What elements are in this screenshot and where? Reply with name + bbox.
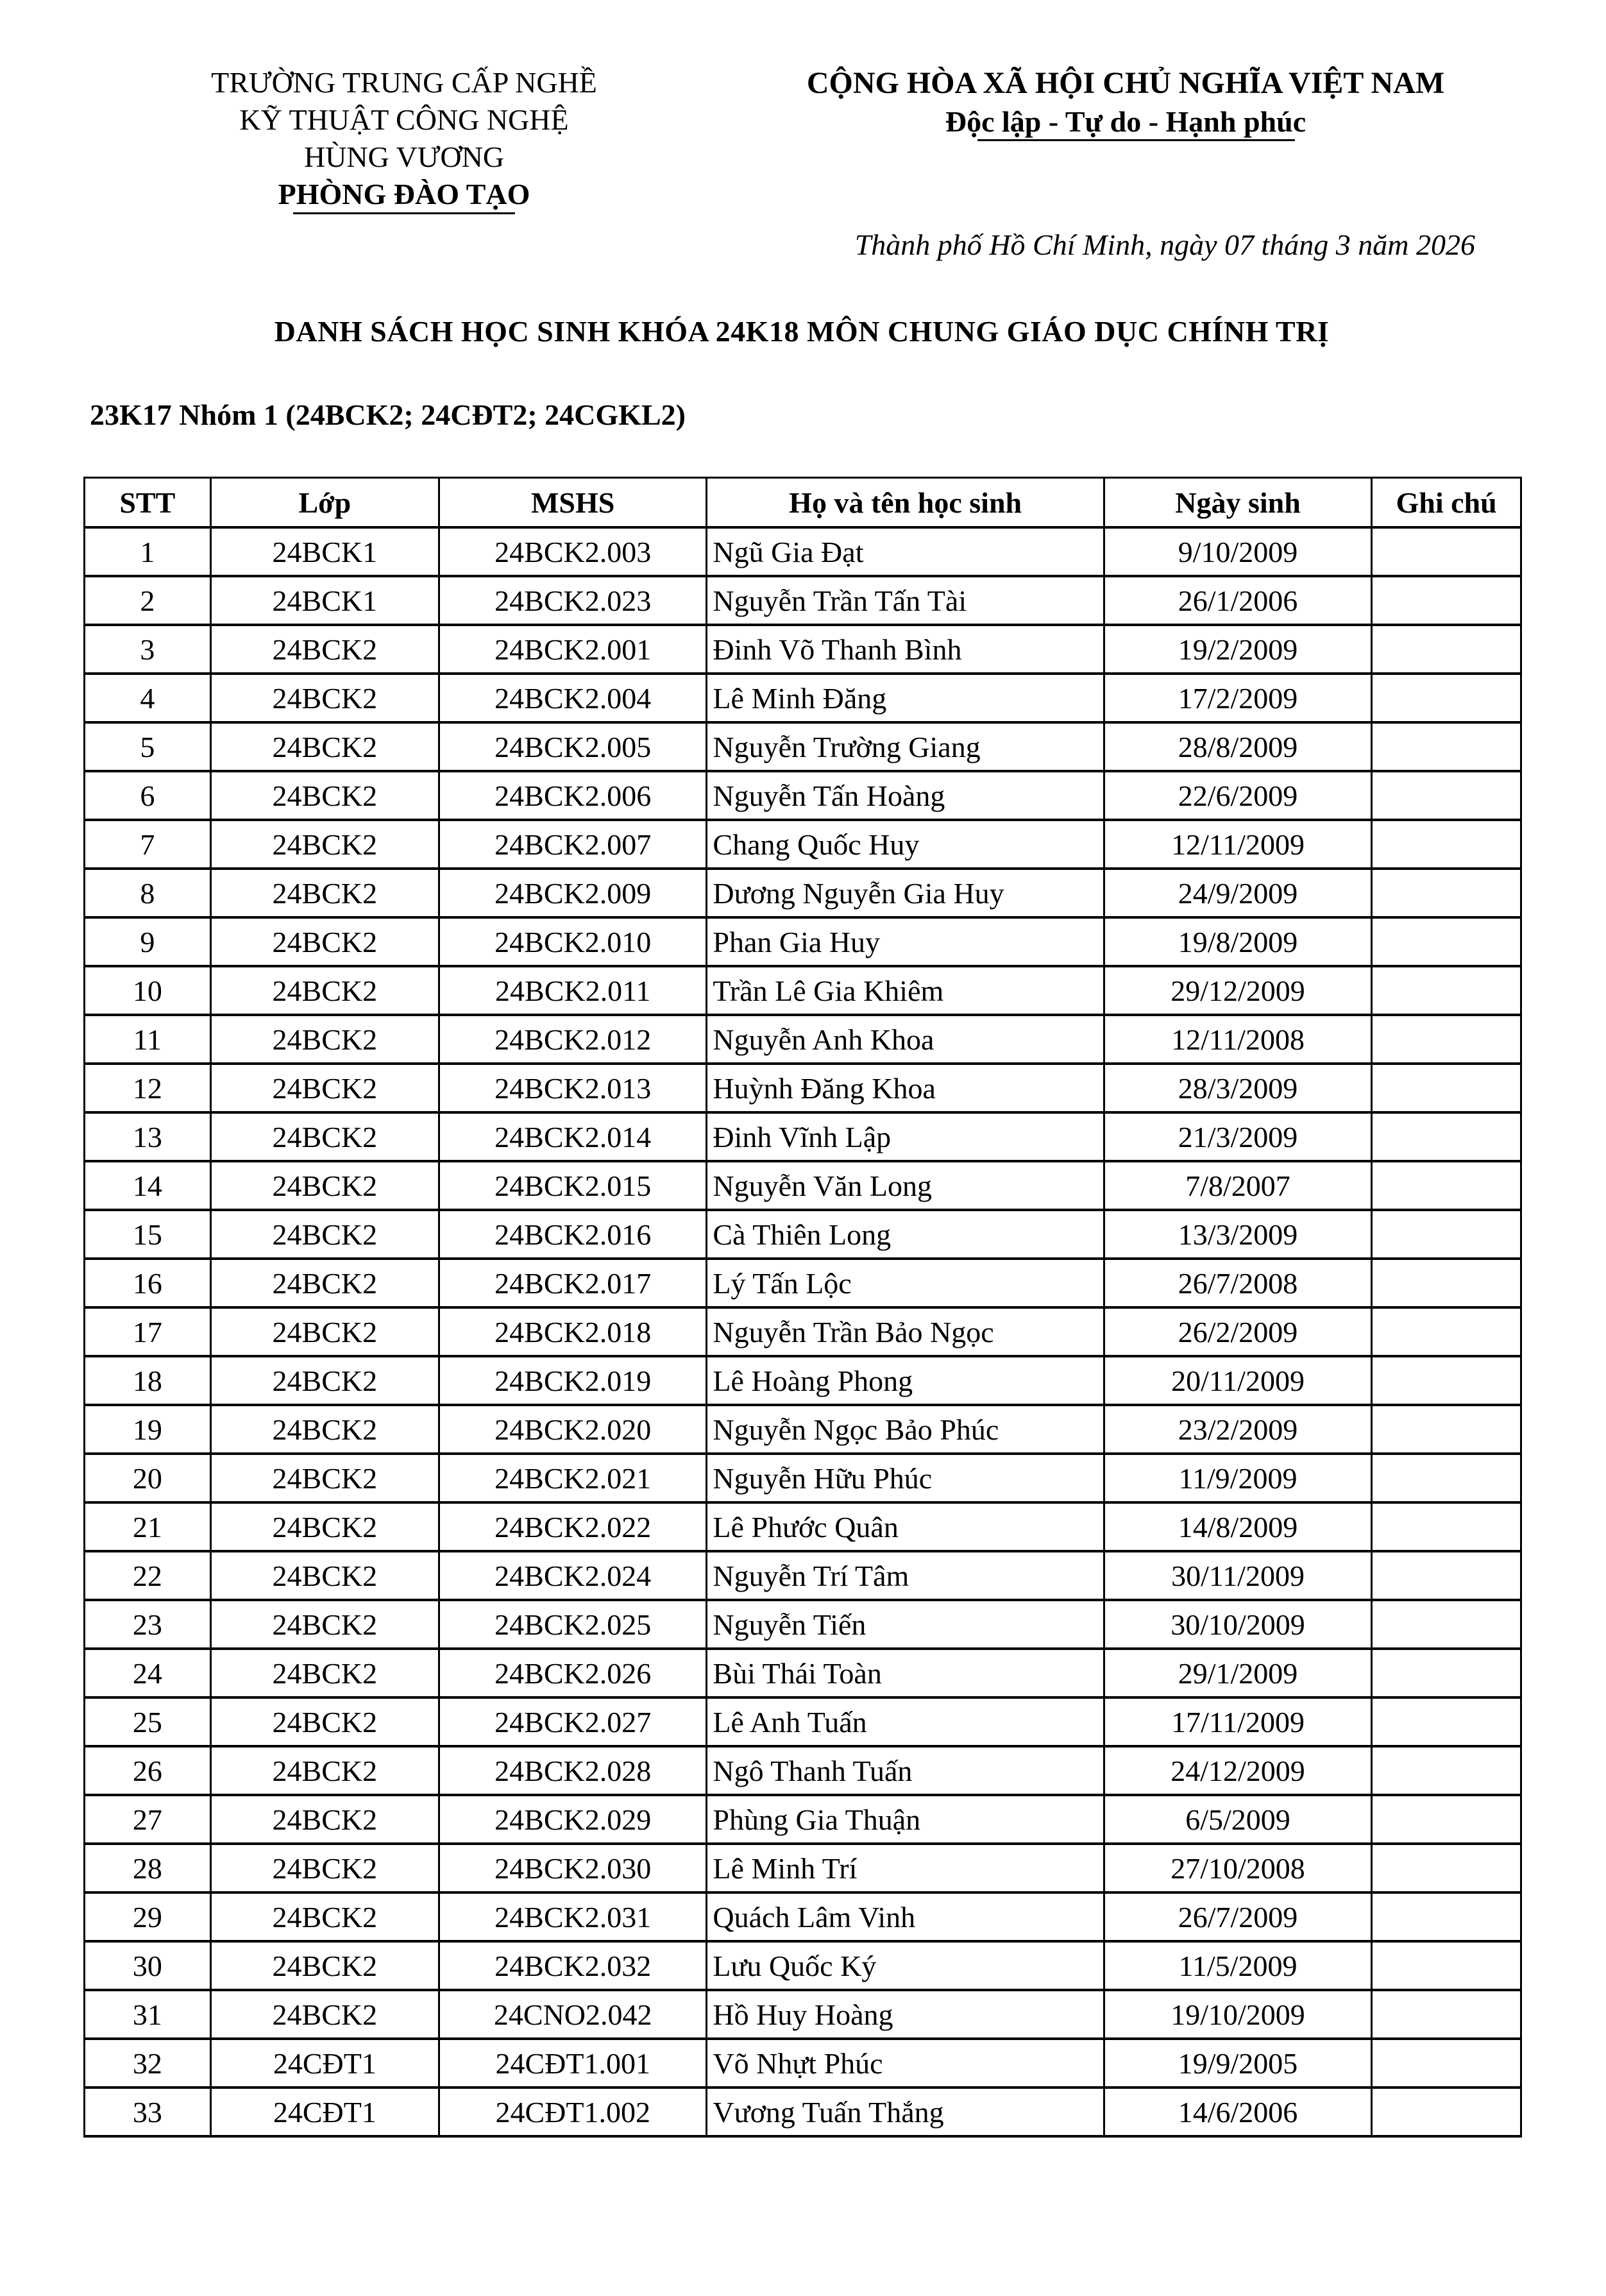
cell-full-name: Nguyễn Anh Khoa bbox=[707, 1015, 1104, 1064]
table-row bbox=[85, 1795, 1521, 1844]
cell-student-id: 24BCK2.011 bbox=[439, 966, 707, 1015]
cell-class: 24BCK2 bbox=[210, 1307, 439, 1356]
cell-full-name: Lê Hoàng Phong bbox=[707, 1356, 1104, 1405]
cell-full-name: Cà Thiên Long bbox=[707, 1210, 1104, 1259]
cell-class: 24BCK2 bbox=[210, 1600, 439, 1649]
cell-birthdate: 29/12/2009 bbox=[1104, 966, 1371, 1015]
cell-class: 24BCK2 bbox=[210, 1649, 439, 1697]
cell-full-name: Chang Quốc Huy bbox=[707, 820, 1104, 869]
cell-full-name: Lê Phước Quân bbox=[707, 1502, 1104, 1551]
cell-stt: 23 bbox=[85, 1600, 211, 1649]
table-header-row bbox=[85, 478, 1521, 528]
table-row bbox=[85, 1161, 1521, 1210]
cell-note bbox=[1372, 1892, 1521, 1941]
cell-student-id: 24BCK2.031 bbox=[439, 1892, 707, 1941]
cell-full-name: Đinh Võ Thanh Bình bbox=[707, 625, 1104, 674]
cell-birthdate: 30/11/2009 bbox=[1104, 1551, 1371, 1600]
cell-note bbox=[1372, 1697, 1521, 1746]
cell-stt: 4 bbox=[85, 674, 211, 722]
cell-stt: 22 bbox=[85, 1551, 211, 1600]
cell-class: 24BCK2 bbox=[210, 771, 439, 820]
cell-student-id: 24BCK2.007 bbox=[439, 820, 707, 869]
cell-note bbox=[1372, 1649, 1521, 1697]
column-header-birthdate: Ngày sinh bbox=[1104, 478, 1371, 528]
cell-birthdate: 20/11/2009 bbox=[1104, 1356, 1371, 1405]
cell-student-id: 24BCK2.015 bbox=[439, 1161, 707, 1210]
motto-underline bbox=[977, 139, 1295, 141]
cell-full-name: Ngũ Gia Đạt bbox=[707, 527, 1104, 576]
cell-full-name: Nguyễn Trần Bảo Ngọc bbox=[707, 1307, 1104, 1356]
cell-stt: 19 bbox=[85, 1405, 211, 1454]
cell-full-name: Nguyễn Văn Long bbox=[707, 1161, 1104, 1210]
table-row bbox=[85, 1502, 1521, 1551]
cell-full-name: Lê Minh Đăng bbox=[707, 674, 1104, 722]
cell-birthdate: 11/5/2009 bbox=[1104, 1941, 1371, 1990]
table-row bbox=[85, 1649, 1521, 1697]
cell-birthdate: 13/3/2009 bbox=[1104, 1210, 1371, 1259]
cell-birthdate: 14/6/2006 bbox=[1104, 2088, 1371, 2136]
cell-birthdate: 28/8/2009 bbox=[1104, 722, 1371, 771]
cell-stt: 12 bbox=[85, 1064, 211, 1112]
cell-stt: 17 bbox=[85, 1307, 211, 1356]
cell-student-id: 24CNO2.042 bbox=[439, 1990, 707, 2039]
cell-class: 24BCK2 bbox=[210, 625, 439, 674]
cell-note bbox=[1372, 820, 1521, 869]
table-row bbox=[85, 917, 1521, 966]
department-underline bbox=[293, 212, 515, 214]
cell-student-id: 24BCK2.005 bbox=[439, 722, 707, 771]
cell-student-id: 24BCK2.012 bbox=[439, 1015, 707, 1064]
cell-note bbox=[1372, 1795, 1521, 1844]
table-row bbox=[85, 966, 1521, 1015]
cell-birthdate: 26/1/2006 bbox=[1104, 576, 1371, 625]
table-row bbox=[85, 1990, 1521, 2039]
cell-note bbox=[1372, 527, 1521, 576]
column-header-student-id: MSHS bbox=[439, 478, 707, 528]
cell-student-id: 24BCK2.030 bbox=[439, 1844, 707, 1892]
column-header-class: Lớp bbox=[210, 478, 439, 528]
table-row bbox=[85, 1551, 1521, 1600]
cell-stt: 33 bbox=[85, 2088, 211, 2136]
table-row bbox=[85, 625, 1521, 674]
table-row bbox=[85, 527, 1521, 576]
cell-stt: 7 bbox=[85, 820, 211, 869]
cell-stt: 6 bbox=[85, 771, 211, 820]
cell-student-id: 24BCK2.025 bbox=[439, 1600, 707, 1649]
cell-student-id: 24BCK2.020 bbox=[439, 1405, 707, 1454]
cell-full-name: Ngô Thanh Tuấn bbox=[707, 1746, 1104, 1795]
cell-note bbox=[1372, 1746, 1521, 1795]
cell-class: 24BCK2 bbox=[210, 869, 439, 917]
cell-note bbox=[1372, 576, 1521, 625]
cell-stt: 29 bbox=[85, 1892, 211, 1941]
national-header bbox=[731, 64, 1520, 141]
cell-stt: 8 bbox=[85, 869, 211, 917]
table-row bbox=[85, 722, 1521, 771]
date-line: Thành phố Hồ Chí Minh, ngày 07 tháng 3 năm 2026 bbox=[854, 228, 1475, 261]
cell-note bbox=[1372, 1356, 1521, 1405]
table-row bbox=[85, 2039, 1521, 2088]
school-name-line-2: KỸ THUẬT CÔNG NGHỆ bbox=[239, 103, 569, 136]
cell-stt: 30 bbox=[85, 1941, 211, 1990]
cell-class: 24BCK2 bbox=[210, 1161, 439, 1210]
cell-full-name: Dương Nguyễn Gia Huy bbox=[707, 869, 1104, 917]
cell-stt: 1 bbox=[85, 527, 211, 576]
table-row bbox=[85, 771, 1521, 820]
cell-class: 24BCK2 bbox=[210, 1356, 439, 1405]
cell-note bbox=[1372, 1259, 1521, 1307]
cell-student-id: 24BCK2.032 bbox=[439, 1941, 707, 1990]
cell-full-name: Nguyễn Trí Tâm bbox=[707, 1551, 1104, 1600]
table-body bbox=[85, 527, 1521, 2136]
cell-stt: 32 bbox=[85, 2039, 211, 2088]
cell-student-id: 24BCK2.001 bbox=[439, 625, 707, 674]
cell-student-id: 24BCK2.014 bbox=[439, 1112, 707, 1161]
cell-note bbox=[1372, 1600, 1521, 1649]
cell-stt: 27 bbox=[85, 1795, 211, 1844]
cell-full-name: Lê Minh Trí bbox=[707, 1844, 1104, 1892]
cell-note bbox=[1372, 1307, 1521, 1356]
cell-full-name: Lý Tấn Lộc bbox=[707, 1259, 1104, 1307]
cell-birthdate: 29/1/2009 bbox=[1104, 1649, 1371, 1697]
cell-full-name: Quách Lâm Vinh bbox=[707, 1892, 1104, 1941]
school-header bbox=[148, 64, 661, 213]
table-row bbox=[85, 1307, 1521, 1356]
cell-full-name: Nguyễn Tấn Hoàng bbox=[707, 771, 1104, 820]
cell-stt: 14 bbox=[85, 1161, 211, 1210]
cell-class: 24BCK2 bbox=[210, 966, 439, 1015]
column-header-note: Ghi chú bbox=[1372, 478, 1521, 528]
table-row bbox=[85, 1405, 1521, 1454]
cell-stt: 20 bbox=[85, 1454, 211, 1502]
cell-student-id: 24BCK2.021 bbox=[439, 1454, 707, 1502]
cell-class: 24BCK2 bbox=[210, 1064, 439, 1112]
cell-full-name: Đinh Vĩnh Lập bbox=[707, 1112, 1104, 1161]
cell-birthdate: 6/5/2009 bbox=[1104, 1795, 1371, 1844]
cell-student-id: 24BCK2.029 bbox=[439, 1795, 707, 1844]
cell-full-name: Phùng Gia Thuận bbox=[707, 1795, 1104, 1844]
table-row bbox=[85, 1454, 1521, 1502]
column-header-full-name: Họ và tên học sinh bbox=[707, 478, 1104, 528]
cell-birthdate: 17/2/2009 bbox=[1104, 674, 1371, 722]
cell-note bbox=[1372, 1551, 1521, 1600]
table-row bbox=[85, 1892, 1521, 1941]
cell-stt: 25 bbox=[85, 1697, 211, 1746]
cell-stt: 31 bbox=[85, 1990, 211, 2039]
cell-note bbox=[1372, 1112, 1521, 1161]
cell-birthdate: 7/8/2007 bbox=[1104, 1161, 1371, 1210]
cell-birthdate: 26/2/2009 bbox=[1104, 1307, 1371, 1356]
cell-note bbox=[1372, 1064, 1521, 1112]
cell-full-name: Vương Tuấn Thắng bbox=[707, 2088, 1104, 2136]
cell-class: 24BCK2 bbox=[210, 1015, 439, 1064]
department-name bbox=[278, 176, 530, 213]
cell-student-id: 24BCK2.016 bbox=[439, 1210, 707, 1259]
school-name-line-1: TRƯỜNG TRUNG CẤP NGHỀ bbox=[211, 66, 597, 99]
cell-full-name: Lê Anh Tuấn bbox=[707, 1697, 1104, 1746]
cell-student-id: 24BCK2.010 bbox=[439, 917, 707, 966]
cell-class: 24CĐT1 bbox=[210, 2039, 439, 2088]
cell-note bbox=[1372, 2088, 1521, 2136]
table-row bbox=[85, 869, 1521, 917]
cell-class: 24BCK2 bbox=[210, 1892, 439, 1941]
table-row bbox=[85, 576, 1521, 625]
cell-birthdate: 19/10/2009 bbox=[1104, 1990, 1371, 2039]
cell-birthdate: 26/7/2008 bbox=[1104, 1259, 1371, 1307]
cell-full-name: Huỳnh Đăng Khoa bbox=[707, 1064, 1104, 1112]
cell-class: 24BCK2 bbox=[210, 1454, 439, 1502]
cell-full-name: Nguyễn Trần Tấn Tài bbox=[707, 576, 1104, 625]
cell-class: 24BCK2 bbox=[210, 722, 439, 771]
cell-note bbox=[1372, 1844, 1521, 1892]
table-row bbox=[85, 1697, 1521, 1746]
cell-birthdate: 12/11/2008 bbox=[1104, 1015, 1371, 1064]
cell-class: 24CĐT1 bbox=[210, 2088, 439, 2136]
table-row bbox=[85, 674, 1521, 722]
cell-student-id: 24BCK2.028 bbox=[439, 1746, 707, 1795]
cell-birthdate: 12/11/2009 bbox=[1104, 820, 1371, 869]
cell-note bbox=[1372, 869, 1521, 917]
cell-student-id: 24BCK2.006 bbox=[439, 771, 707, 820]
table-row bbox=[85, 1112, 1521, 1161]
table-row bbox=[85, 1259, 1521, 1307]
national-motto bbox=[945, 103, 1306, 141]
cell-class: 24BCK2 bbox=[210, 1844, 439, 1892]
cell-student-id: 24BCK2.024 bbox=[439, 1551, 707, 1600]
cell-birthdate: 23/2/2009 bbox=[1104, 1405, 1371, 1454]
cell-class: 24BCK2 bbox=[210, 917, 439, 966]
cell-class: 24BCK2 bbox=[210, 1746, 439, 1795]
cell-birthdate: 24/9/2009 bbox=[1104, 869, 1371, 917]
cell-note bbox=[1372, 917, 1521, 966]
cell-note bbox=[1372, 1161, 1521, 1210]
cell-class: 24BCK2 bbox=[210, 1795, 439, 1844]
cell-note bbox=[1372, 1210, 1521, 1259]
cell-note bbox=[1372, 2039, 1521, 2088]
cell-birthdate: 22/6/2009 bbox=[1104, 771, 1371, 820]
cell-stt: 13 bbox=[85, 1112, 211, 1161]
cell-class: 24BCK2 bbox=[210, 820, 439, 869]
cell-class: 24BCK2 bbox=[210, 1405, 439, 1454]
cell-full-name: Trần Lê Gia Khiêm bbox=[707, 966, 1104, 1015]
group-title: 23K17 Nhóm 1 (24BCK2; 24CĐT2; 24CGKL2) bbox=[90, 398, 686, 431]
column-header-stt: STT bbox=[85, 478, 211, 528]
table-row bbox=[85, 1600, 1521, 1649]
cell-birthdate: 19/9/2005 bbox=[1104, 2039, 1371, 2088]
motto-label: Độc lập - Tự do - Hạnh phúc bbox=[945, 105, 1306, 138]
cell-student-id: 24BCK2.013 bbox=[439, 1064, 707, 1112]
cell-birthdate: 27/10/2008 bbox=[1104, 1844, 1371, 1892]
cell-birthdate: 14/8/2009 bbox=[1104, 1502, 1371, 1551]
cell-student-id: 24BCK2.022 bbox=[439, 1502, 707, 1551]
cell-note bbox=[1372, 1454, 1521, 1502]
cell-student-id: 24BCK2.023 bbox=[439, 576, 707, 625]
cell-full-name: Phan Gia Huy bbox=[707, 917, 1104, 966]
table-row bbox=[85, 1015, 1521, 1064]
cell-note bbox=[1372, 722, 1521, 771]
cell-class: 24BCK2 bbox=[210, 1112, 439, 1161]
cell-birthdate: 30/10/2009 bbox=[1104, 1600, 1371, 1649]
cell-class: 24BCK2 bbox=[210, 1502, 439, 1551]
cell-birthdate: 9/10/2009 bbox=[1104, 527, 1371, 576]
cell-full-name: Nguyễn Trường Giang bbox=[707, 722, 1104, 771]
cell-stt: 28 bbox=[85, 1844, 211, 1892]
table-row bbox=[85, 1356, 1521, 1405]
cell-class: 24BCK2 bbox=[210, 1990, 439, 2039]
cell-birthdate: 19/2/2009 bbox=[1104, 625, 1371, 674]
cell-full-name: Nguyễn Tiến bbox=[707, 1600, 1104, 1649]
cell-student-id: 24BCK2.026 bbox=[439, 1649, 707, 1697]
cell-student-id: 24BCK2.027 bbox=[439, 1697, 707, 1746]
cell-note bbox=[1372, 966, 1521, 1015]
cell-full-name: Nguyễn Ngọc Bảo Phúc bbox=[707, 1405, 1104, 1454]
cell-student-id: 24BCK2.003 bbox=[439, 527, 707, 576]
cell-class: 24BCK2 bbox=[210, 1941, 439, 1990]
table-row bbox=[85, 820, 1521, 869]
cell-student-id: 24CĐT1.001 bbox=[439, 2039, 707, 2088]
cell-stt: 21 bbox=[85, 1502, 211, 1551]
cell-full-name: Võ Nhựt Phúc bbox=[707, 2039, 1104, 2088]
cell-student-id: 24BCK2.018 bbox=[439, 1307, 707, 1356]
country-name: CỘNG HÒA XÃ HỘI CHỦ NGHĨA VIỆT NAM bbox=[806, 66, 1445, 100]
cell-stt: 3 bbox=[85, 625, 211, 674]
cell-note bbox=[1372, 1990, 1521, 2039]
cell-full-name: Lưu Quốc Ký bbox=[707, 1941, 1104, 1990]
cell-student-id: 24BCK2.004 bbox=[439, 674, 707, 722]
cell-note bbox=[1372, 674, 1521, 722]
cell-stt: 16 bbox=[85, 1259, 211, 1307]
cell-birthdate: 26/7/2009 bbox=[1104, 1892, 1371, 1941]
cell-class: 24BCK2 bbox=[210, 1551, 439, 1600]
cell-birthdate: 28/3/2009 bbox=[1104, 1064, 1371, 1112]
table-row bbox=[85, 1746, 1521, 1795]
cell-class: 24BCK1 bbox=[210, 576, 439, 625]
cell-student-id: 24BCK2.017 bbox=[439, 1259, 707, 1307]
cell-full-name: Hồ Huy Hoàng bbox=[707, 1990, 1104, 2039]
cell-student-id: 24BCK2.019 bbox=[439, 1356, 707, 1405]
cell-class: 24BCK2 bbox=[210, 1697, 439, 1746]
table-row bbox=[85, 1064, 1521, 1112]
cell-note bbox=[1372, 1941, 1521, 1990]
cell-full-name: Bùi Thái Toàn bbox=[707, 1649, 1104, 1697]
cell-stt: 11 bbox=[85, 1015, 211, 1064]
cell-full-name: Nguyễn Hữu Phúc bbox=[707, 1454, 1104, 1502]
cell-stt: 5 bbox=[85, 722, 211, 771]
table-row bbox=[85, 1844, 1521, 1892]
cell-note bbox=[1372, 1502, 1521, 1551]
cell-birthdate: 24/12/2009 bbox=[1104, 1746, 1371, 1795]
cell-stt: 9 bbox=[85, 917, 211, 966]
school-name-line-3: HÙNG VƯƠNG bbox=[303, 140, 505, 173]
cell-class: 24BCK2 bbox=[210, 1259, 439, 1307]
document-title: DANH SÁCH HỌC SINH KHÓA 24K18 MÔN CHUNG GIÁO DỤC CHÍNH TRỊ bbox=[274, 315, 1330, 348]
department-label: PHÒNG ĐÀO TẠO bbox=[278, 178, 530, 210]
cell-stt: 24 bbox=[85, 1649, 211, 1697]
cell-student-id: 24CĐT1.002 bbox=[439, 2088, 707, 2136]
cell-birthdate: 19/8/2009 bbox=[1104, 917, 1371, 966]
cell-birthdate: 11/9/2009 bbox=[1104, 1454, 1371, 1502]
cell-class: 24BCK1 bbox=[210, 527, 439, 576]
cell-birthdate: 21/3/2009 bbox=[1104, 1112, 1371, 1161]
cell-stt: 15 bbox=[85, 1210, 211, 1259]
cell-stt: 26 bbox=[85, 1746, 211, 1795]
cell-stt: 18 bbox=[85, 1356, 211, 1405]
cell-stt: 2 bbox=[85, 576, 211, 625]
cell-class: 24BCK2 bbox=[210, 674, 439, 722]
cell-note bbox=[1372, 625, 1521, 674]
cell-note bbox=[1372, 1015, 1521, 1064]
cell-note bbox=[1372, 1405, 1521, 1454]
cell-student-id: 24BCK2.009 bbox=[439, 869, 707, 917]
table-row bbox=[85, 1210, 1521, 1259]
cell-class: 24BCK2 bbox=[210, 1210, 439, 1259]
student-table bbox=[83, 477, 1522, 2138]
cell-stt: 10 bbox=[85, 966, 211, 1015]
cell-birthdate: 17/11/2009 bbox=[1104, 1697, 1371, 1746]
table-row bbox=[85, 1941, 1521, 1990]
table-row bbox=[85, 2088, 1521, 2136]
cell-note bbox=[1372, 771, 1521, 820]
